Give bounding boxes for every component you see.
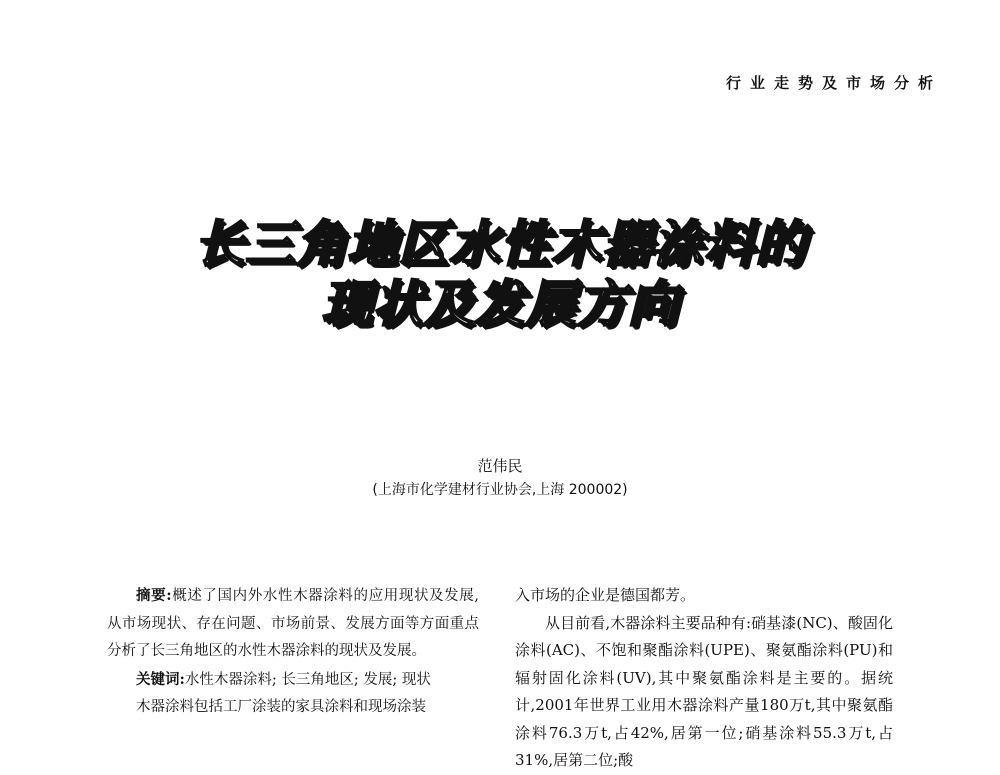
keywords-label: 关键词: <box>136 670 185 688</box>
author-name: 范伟民 <box>477 457 523 475</box>
body-paragraph-start: 木器涂料包括工厂涂装的家具涂料和现场涂装 <box>136 699 426 715</box>
abstract <box>107 582 479 666</box>
right-column <box>515 582 893 775</box>
body-continuation: 入市场的企业是德国都芳。 <box>515 586 696 604</box>
abstract-text: 概述了国内外水性木器涂料的应用现状及发展,从市场现状、存在问题、市场前景、发展方面等方面重点分析了长三角地区的水性木器涂料的现状及发展。 <box>107 588 479 659</box>
abstract-label: 摘要: <box>136 587 172 604</box>
body-paragraph: 从目前看,木器涂料主要品种有:硝基漆(NC)、酸固化涂料(AC)、不饱和聚酯涂料(UPE)、聚氨酯涂料(PU)和辐射固化涂料(UV),其中聚氨酯涂料是主要的。据统计,2001年世界工业用木器涂料产量180万t,其中聚氨酯涂料76.3万t,占42%,居第一位;硝基涂料55.3万t,占31%,居第二位;酸 <box>515 613 893 769</box>
left-column <box>107 582 479 722</box>
article-title-line-2: 现状及发展方向 <box>321 275 679 333</box>
section-header: 行业走势及市场分析 <box>725 74 942 92</box>
keywords <box>107 666 479 695</box>
author-affiliation: (上海市化学建材行业协会,上海 200002) <box>372 482 628 498</box>
article-title-line-1: 长三角地区水性木器涂料的 <box>194 215 806 273</box>
keywords-text: 水性木器涂料; 长三角地区; 发展; 现状 <box>184 671 431 688</box>
